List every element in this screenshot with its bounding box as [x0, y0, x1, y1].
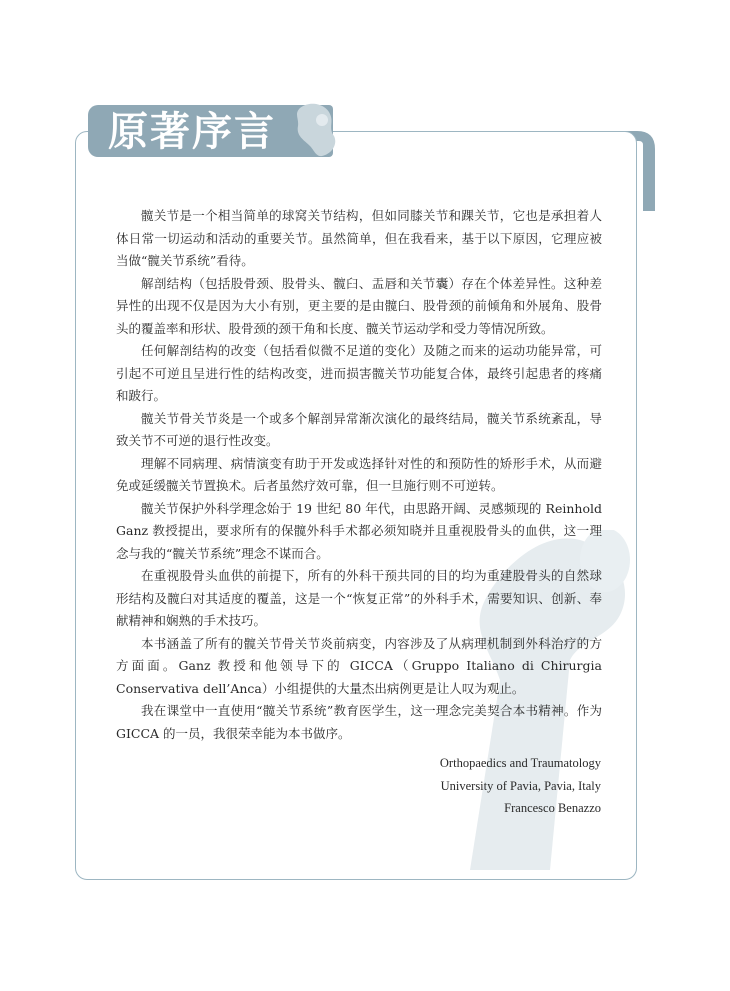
page-title: 原著序言	[108, 108, 276, 155]
paragraph: 我在课堂中一直使用“髋关节系统”教育医学生，这一理念完美契合本书精神。作为 GICCA 的一员，我很荣幸能为本书做序。	[116, 703, 602, 741]
signature-author-name: Francesco Benazzo	[504, 801, 601, 815]
pelvis-icon	[292, 100, 342, 160]
author-signature	[440, 752, 601, 820]
signature-university: University of Pavia, Pavia, Italy	[440, 778, 601, 793]
paragraph: 解剖结构（包括股骨颈、股骨头、髋臼、盂唇和关节囊）存在个体差异性。这种差异性的出现不仅是因为大小有别，更主要的是由髋臼、股骨颈的前倾角和外展角、股骨头的覆盖率和形状、股骨颈的颈干角和长度、髋关节运动学和受力等情况所致。	[116, 275, 602, 336]
paragraph: 理解不同病理、病情演变有助于开发或选择针对性的和预防性的矫形手术，从而避免或延缓髋关节置换术。后者虽然疗效可靠，但一旦施行则不可逆转。	[116, 455, 602, 493]
preface-body	[116, 205, 602, 745]
paragraph: 本书涵盖了所有的髋关节骨关节炎前病变，内容涉及了从病理机制到外科治疗的方方面面。Ganz 教授和他领导下的 GICCA（Gruppo Italiano di Chirurgia Conservativa dell’Anca）小组提供的大量杰出病例更是让人叹为观止。	[116, 635, 602, 696]
paragraph: 髋关节是一个相当简单的球窝关节结构，但如同膝关节和踝关节，它也是承担着人体日常一切运动和活动的重要关节。虽然简单，但在我看来，基于以下原因，它理应被当做“髋关节系统”看待。	[116, 208, 602, 268]
signature-department: Orthopaedics and Traumatology	[439, 756, 601, 770]
paragraph: 髋关节保护外科学理念始于 19 世纪 80 年代，由思路开阔、灵感频现的 Reinhold Ganz 教授提出，要求所有的保髋外科手术都必须知晓并且重视股骨头的血供，这一理念与我的“髋关节系统”理念不谋而合。	[116, 500, 602, 561]
paragraph: 在重视股骨头血供的前提下，所有的外科干预共同的目的均为重建股骨头的自然球形结构及髋臼对其适度的覆盖，这是一个“恢复正常”的外科手术，需要知识、创新、奉献精神和娴熟的手术技巧。	[116, 568, 602, 628]
paragraph: 任何解剖结构的改变（包括看似微不足道的变化）及随之而来的运动功能异常，可引起不可逆且呈进行性的结构改变，进而损害髋关节功能复合体，最终引起患者的疼痛和跛行。	[116, 343, 602, 403]
paragraph: 髋关节骨关节炎是一个或多个解剖异常渐次演化的最终结局，髋关节系统紊乱，导致关节不可逆的退行性改变。	[116, 410, 602, 448]
